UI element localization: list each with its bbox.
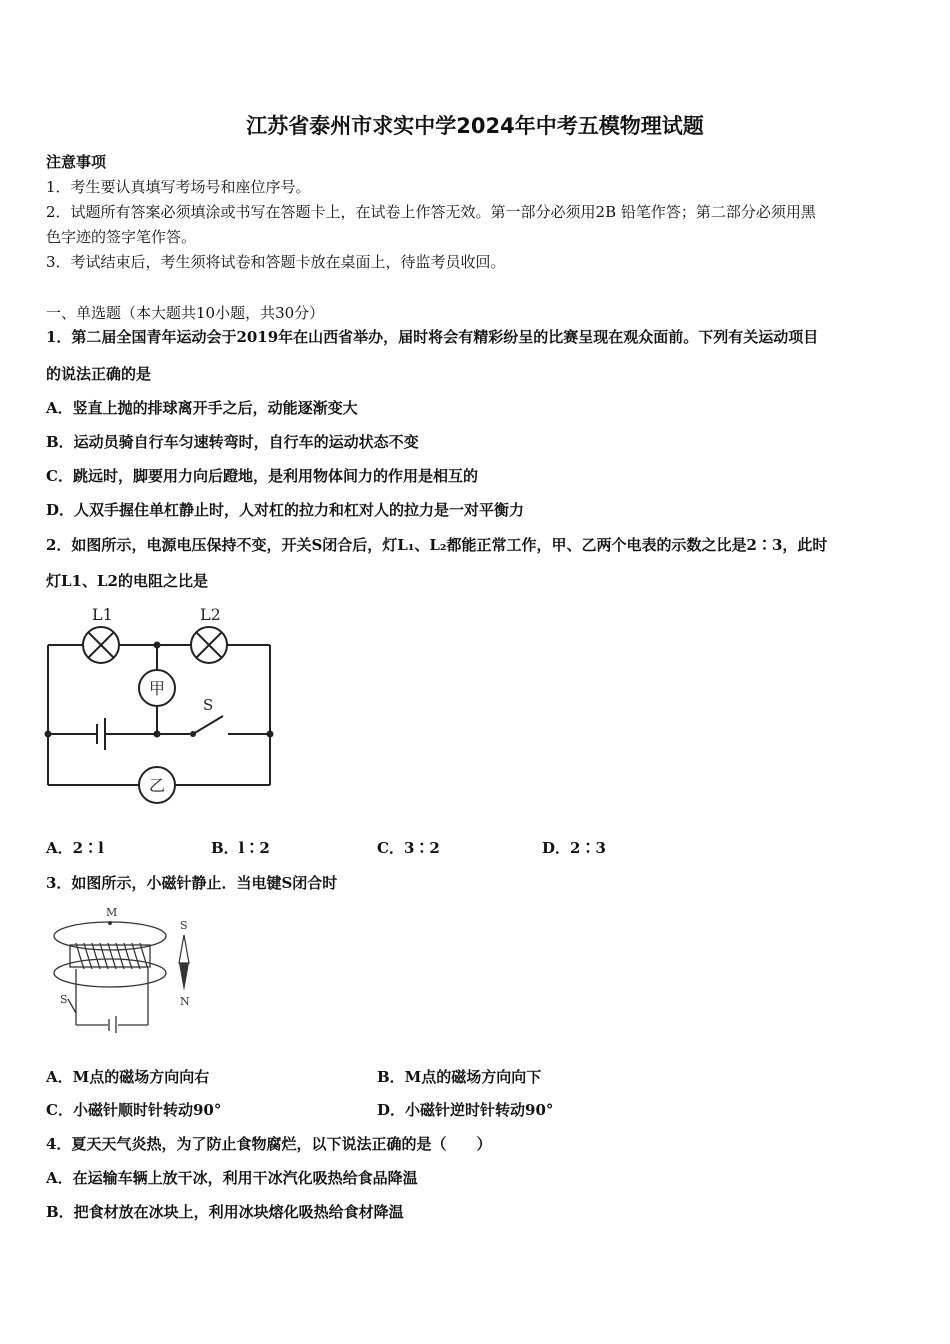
lamp-l2-label: L2 [200, 605, 221, 624]
lamp-l1-icon [83, 627, 119, 663]
q3-option-b: B．M点的磁场方向向下 [377, 1068, 542, 1086]
q1-option-d: D．人双手握住单杠静止时，人对杠的拉力和杠对人的拉力是一对平衡力 [46, 501, 525, 519]
q2-option-b: B．l∶2 [211, 839, 270, 857]
solenoid-diagram [50, 903, 210, 1033]
q2-option-a: A．2∶l [46, 839, 104, 857]
q2-stem: 2．如图所示，电源电压保持不变，开关S闭合后，灯L₁、L₂都能正常工作，甲、乙两个电表的示数之比是2∶3，此时 [46, 536, 828, 554]
q1-stem: 1．第二届全国青年运动会于2019年在山西省举办，届时将会有精彩纷呈的比赛呈现在观众面前。下列有关运动项目 [46, 328, 819, 346]
q3-stem: 3．如图所示，小磁针静止．当电键S闭合时 [46, 874, 338, 892]
q2-option-c: C．3∶2 [377, 839, 440, 857]
needle-s-label: S [180, 919, 188, 932]
lamp-l1-label: L1 [92, 605, 113, 624]
q2-option-d: D．2∶3 [542, 839, 606, 857]
section-heading: 一、单选题（本大题共10小题，共30分） [46, 304, 325, 322]
q1-option-b: B．运动员骑自行车匀速转弯时，自行车的运动状态不变 [46, 433, 419, 451]
notice-item: 1．考生要认真填写考场号和座位序号。 [46, 178, 311, 196]
meter-yi-label: 乙 [148, 776, 166, 795]
point-m-label: M [106, 906, 118, 919]
q4-option-b: B．把食材放在冰块上，利用冰块熔化吸热给食材降温 [46, 1203, 404, 1221]
compass-needle-icon [179, 935, 189, 991]
meter-jia-label: 甲 [148, 679, 166, 698]
switch-label: S [203, 696, 214, 714]
q1-stem-cont: 的说法正确的是 [46, 365, 152, 383]
q4-option-a: A．在运输车辆上放干冰，利用干冰汽化吸热给食品降温 [46, 1169, 418, 1187]
lamp-l2-icon [191, 627, 227, 663]
q1-option-a: A．竖直上抛的排球离开手之后，动能逐渐变大 [46, 399, 358, 417]
q3-option-a: A．M点的磁场方向向右 [46, 1068, 210, 1086]
page-title: 江苏省泰州市求实中学2024年中考五模物理试题 [246, 114, 704, 138]
q1-option-c: C．跳远时，脚要用力向后蹬地，是利用物体间力的作用是相互的 [46, 467, 478, 485]
notice-heading: 注意事项 [46, 153, 107, 171]
switch-s-label: S [60, 993, 68, 1006]
switch-icon [190, 696, 223, 737]
q2-stem-cont: 灯L1、L2的电阻之比是 [46, 572, 208, 590]
q3-option-c: C．小磁针顺时针转动90° [46, 1101, 222, 1119]
q4-stem: 4．夏天天气炎热，为了防止食物腐烂，以下说法正确的是（ ） [46, 1135, 492, 1153]
point-m-dot [108, 921, 112, 925]
needle-n-label: N [180, 995, 190, 1008]
notice-item: 2．试题所有答案必须填涂或书写在答题卡上，在试卷上作答无效。第一部分必须用2B 铅笔作答；第二部分必须用黑 [46, 203, 816, 221]
battery-icon [97, 718, 105, 750]
q3-option-d: D．小磁针逆时针转动90° [377, 1101, 554, 1119]
notice-item: 3．考试结束后，考生须将试卷和答题卡放在桌面上，待监考员收回。 [46, 253, 506, 271]
circuit-diagram [40, 600, 290, 810]
notice-item: 色字迹的签字笔作答。 [46, 228, 197, 246]
